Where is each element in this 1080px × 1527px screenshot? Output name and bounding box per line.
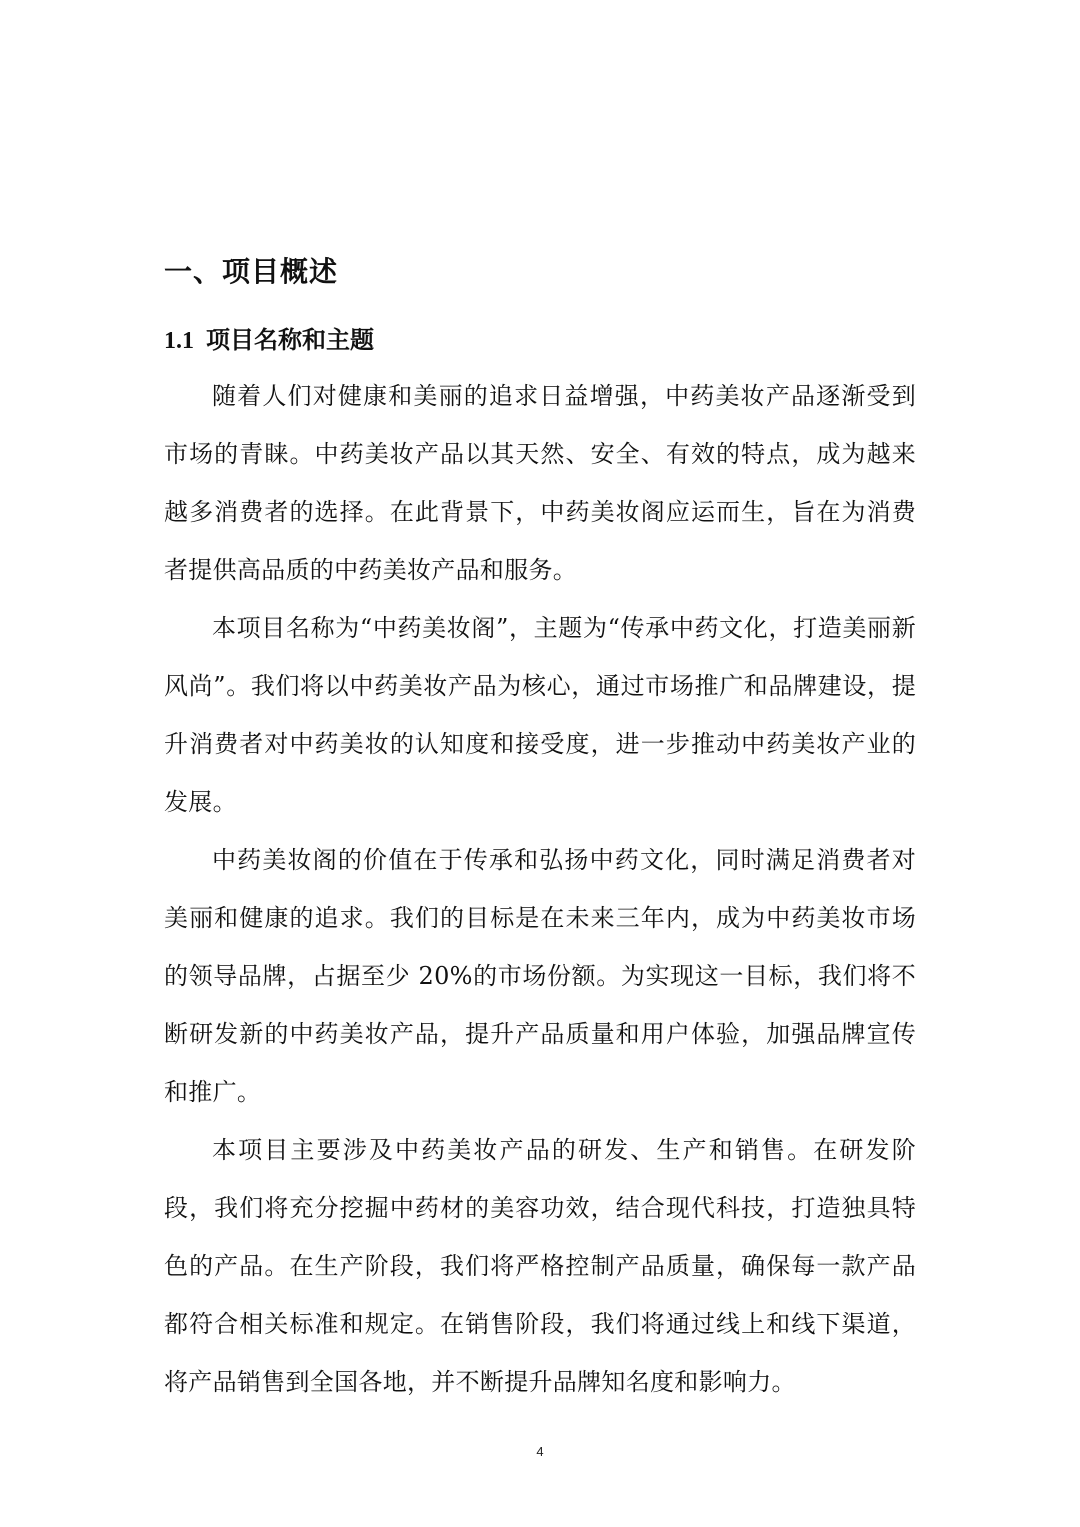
subsection-number: 1.1 <box>164 328 194 354</box>
paragraph-1: 随着人们对健康和美丽的追求日益增强，中药美妆产品逐渐受到市场的青睐。中药美妆产品以其天然、安全、有效的特点，成为越来越多消费者的选择。在此背景下，中药美妆阁应运而生，旨在为消费者提供高品质的中药美妆产品和服务。 <box>164 382 916 584</box>
paragraph-4: 本项目主要涉及中药美妆产品的研发、生产和销售。在研发阶段，我们将充分挖掘中药材的美容功效，结合现代科技，打造独具特色的产品。在生产阶段，我们将严格控制产品质量，确保每一款产品都符合相关标准和规定。在销售阶段，我们将通过线上和线下渠道，将产品销售到全国各地，并不断提升品牌知名度和影响力。 <box>164 1136 916 1396</box>
page-number: 4 <box>536 1444 544 1459</box>
section-title: 一、项目概述 <box>164 255 339 288</box>
paragraph-2: 本项目名称为“中药美妆阁”，主题为“传承中药文化，打造美丽新风尚”。我们将以中药美妆产品为核心，通过市场推广和品牌建设，提升消费者对中药美妆的认知度和接受度，进一步推动中药美妆产业的发展。 <box>164 614 916 816</box>
subsection-title-text: 项目名称和主题 <box>206 326 374 354</box>
paragraph-3: 中药美妆阁的价值在于传承和弘扬中药文化，同时满足消费者对美丽和健康的追求。我们的目标是在未来三年内，成为中药美妆市场的领导品牌，占据至少 20%的市场份额。为实现这一目标，我们将不断研发新的中药美妆产品，提升产品质量和用户体验，加强品牌宣传和推广。 <box>164 846 916 1106</box>
page-content <box>164 250 916 1411</box>
subsection-title <box>164 320 916 361</box>
